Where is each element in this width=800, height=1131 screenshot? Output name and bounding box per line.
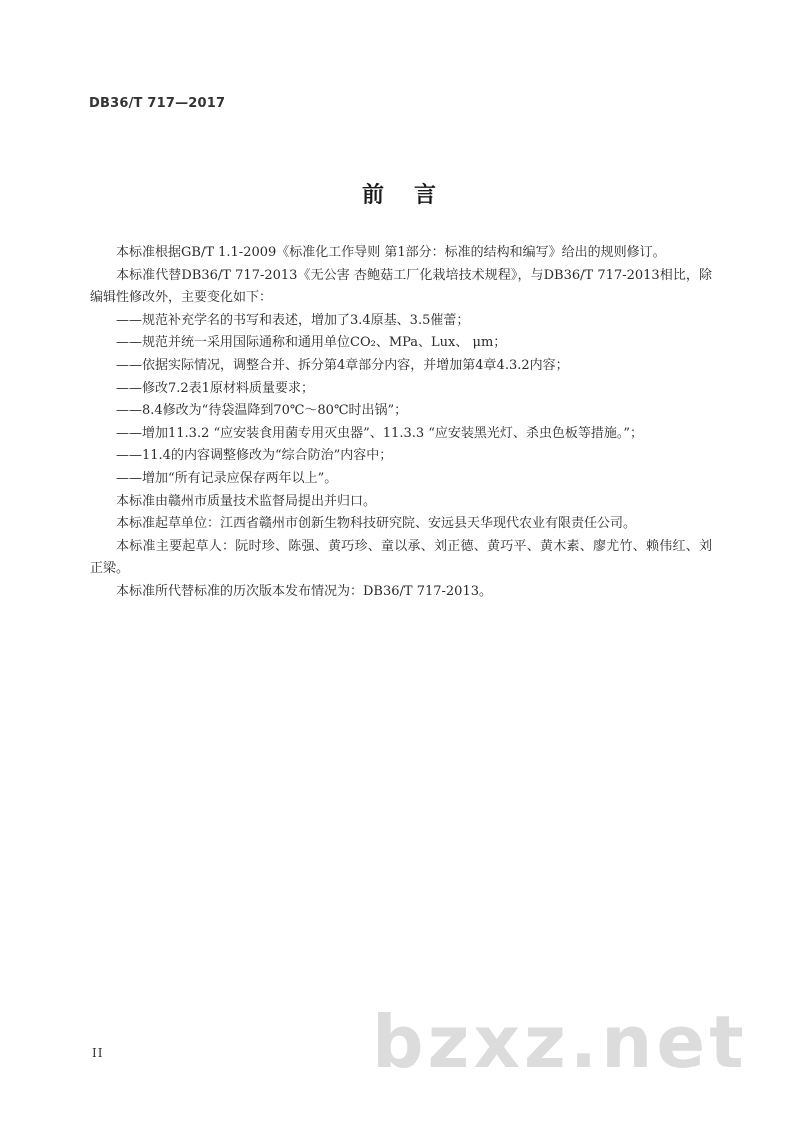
- change-item: ——11.4的内容调整修改为“综合防治”内容中；: [116, 448, 393, 464]
- page-number: II: [92, 1046, 104, 1060]
- change-item: ——规范补充学名的书写和表述，增加了3.4原基、3.5催蕾；: [116, 312, 470, 328]
- change-item: ——规范并统一采用国际通称和通用单位CO₂、MPa、Lux、 μm；: [116, 335, 507, 351]
- paragraph-previous-versions: 本标准所代替标准的历次版本发布情况为：DB36/T 717-2013。: [116, 583, 492, 599]
- document-body: [90, 242, 712, 604]
- change-item: ——增加11.3.2 “应安装食用菌专用灭虫器”、11.3.3 “应安装黑光灯、杀虫色板等措施。”；: [116, 425, 644, 441]
- paragraph-drafting-units: 本标准起草单位：江西省赣州市创新生物科技研究院、安远县天华现代农业有限责任公司。: [116, 516, 637, 532]
- change-item: ——8.4修改为“待袋温降到70℃～80℃时出锅”；: [116, 403, 408, 419]
- page-title: [0, 178, 800, 209]
- document-code: DB36/T 717—2017: [89, 96, 226, 111]
- paragraph-replacement: 本标准代替DB36/T 717-2013《无公害 杏鲍菇工厂化栽培技术规程》，与DB36/T 717-2013相比，除编辑性修改外，主要变化如下：: [90, 267, 712, 306]
- paragraph-drafters: 本标准主要起草人：阮时珍、陈强、黄巧珍、童以承、刘正德、黄巧平、黄木素、廖尤竹、赖伟红、刘正梁。: [90, 538, 712, 577]
- change-item: ——依据实际情况，调整合并、拆分第4章部分内容，并增加第4章4.3.2内容；: [116, 357, 569, 373]
- watermark: bzxz.net: [372, 1000, 748, 1084]
- title-char-1: 前: [361, 183, 386, 208]
- title-char-2: 言: [414, 183, 439, 208]
- change-item: ——修改7.2表1原材料质量要求；: [116, 380, 314, 396]
- change-item: ——增加“所有记录应保存两年以上”。: [116, 470, 338, 486]
- paragraph-proposer: 本标准由赣州市质量技术监督局提出并归口。: [116, 493, 377, 509]
- paragraph-basis: 本标准根据GB/T 1.1-2009《标准化工作导则 第1部分：标准的结构和编写》给出的规则修订。: [116, 245, 666, 260]
